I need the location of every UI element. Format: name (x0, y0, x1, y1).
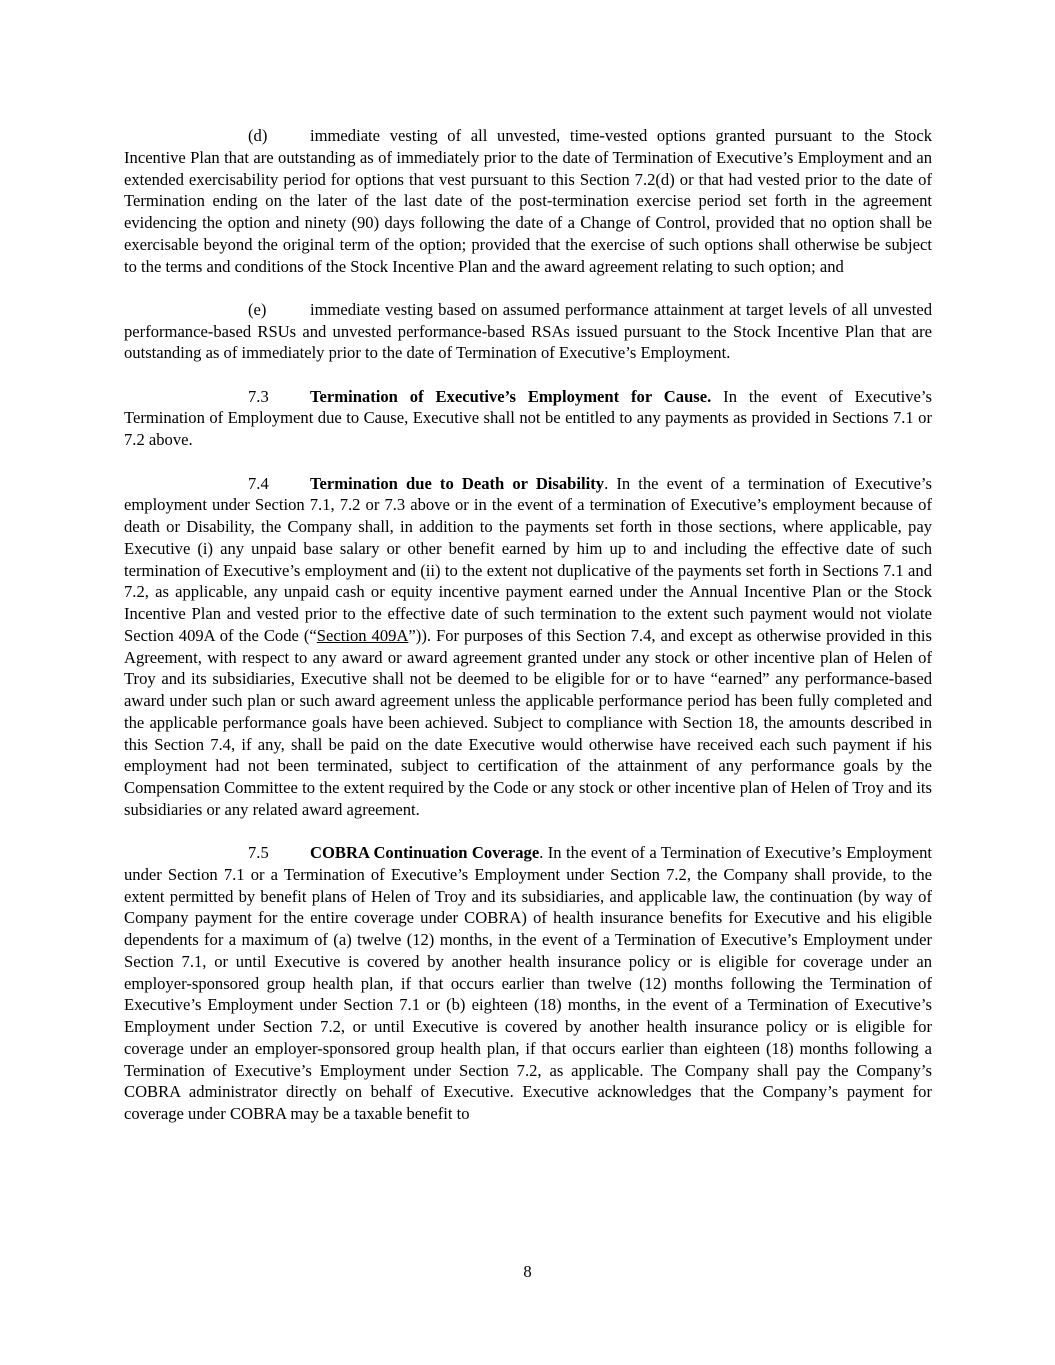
section-text-continued: ”)). For purposes of this Section 7.4, and except as otherwise provided in this Agreement, with respect to any award or award agreement granted under any stock or other incentive plan of Helen of Troy and its subsidiaries, Executive shall not be deemed to be eligible for or to have “earned” any performance-based award under such plan or such award agreement unless the applicable performance period has been fully completed and the applicable performance goals have been achieved. Subject to compliance with Section 18, the amounts described in this Section 7.4, if any, shall be paid on the date Executive would otherwise have received each such payment if his employment had not been terminated, subject to certification of the attainment of any performance goals by the Compensation Committee to the extent required by the Code or any stock or other incentive plan of Helen of Troy and its subsidiaries or any related award agreement. (124, 625, 932, 819)
paragraph-text: immediate vesting of all unvested, time-vested options granted pursuant to the Stock Incentive Plan that are outstanding as of immediately prior to the date of Termination of Executive’s Employment and an extended exercisability period for options that vest pursuant to this Section 7.2(d) or that had vested prior to the date of Termination ending on the later of the last date of the post-termination exercise period set forth in the agreement evidencing the option and ninety (90) days following the date of a Change of Control, provided that no option shall be exercisable beyond the original term of the option; provided that the exercise of such options shall otherwise be subject to the terms and conditions of the Stock Incentive Plan and the award agreement relating to such option; and (124, 126, 932, 276)
document-page (124, 125, 932, 1146)
page-number: 8 (523, 1262, 532, 1281)
section-number: 7.5 (248, 843, 269, 863)
section-7-5 (124, 842, 932, 1125)
section-heading: COBRA Continuation Coverage (310, 843, 540, 863)
section-text: . In the event of a Termination of Executive’s Employment under Section 7.1 or a Termination of Executive’s Employment under Section 7.2, the Company shall provide, to the extent permitted by benefit plans of Helen of Troy and its subsidiaries, and applicable law, the continuation (by way of Company payment for the entire coverage under COBRA) of health insurance benefits for Executive and his eligible dependents for a maximum of (a) twelve (12) months, in the event of a Termination of Executive’s Employment under Section 7.1, or until Executive is covered by another health insurance policy or is eligible for coverage under an employer-sponsored group health plan, if that occurs earlier than twelve (12) months following the Termination of Executive’s Employment under Section 7.1 or (b) eighteen (18) months, in the event of a Termination of Executive’s Employment under Section 7.2, or until Executive is covered by another health insurance policy or is eligible for coverage under an employer-sponsored group health plan, if that occurs earlier than eighteen (18) months following a Termination of Executive’s Employment under Section 7.2, as applicable. The Company shall pay the Company’s COBRA administrator directly on behalf of Executive. Executive acknowledges that the Company’s payment for coverage under COBRA may be a taxable benefit to (124, 843, 932, 1124)
section-text: . In the event of a termination of Executive’s employment under Section 7.1, 7.2 or 7.3 above or in the event of a termination of Executive’s employment because of death or Disability, the Company shall, in addition to the payments set forth in those sections, where applicable, pay Executive (i) any unpaid base salary or other benefit earned by him up to and including the effective date of such termination of Executive’s employment and (ii) to the extent not duplicative of the payments set forth in Sections 7.1 and 7.2, as applicable, any unpaid cash or equity incentive payment earned under the Annual Incentive Plan or the Stock Incentive Plan and vested prior to the effective date of such termination to the extent such payment would not violate Section 409A of the Code (“ (124, 473, 932, 645)
paragraph-text: immediate vesting based on assumed performance attainment at target levels of all unvested performance-based RSUs and unvested performance-based RSAs issued pursuant to the Stock Incentive Plan that are outstanding as of immediately prior to the date of Termination of Executive’s Employment. (124, 299, 932, 363)
section-7-4 (124, 473, 932, 821)
section-heading: Termination due to Death or Disability (310, 473, 605, 493)
section-number: 7.4 (248, 473, 269, 493)
paragraph-number: (d) (248, 126, 268, 145)
section-heading: Termination of Executive’s Employment for Cause. (310, 386, 712, 406)
defined-term: Section 409A (316, 625, 409, 645)
section-number: 7.3 (248, 386, 269, 406)
paragraph-number: (e) (248, 299, 267, 319)
paragraph-d (124, 125, 932, 277)
section-text: In the event of Executive’s Termination of Employment due to Cause, Executive shall not be entitled to any payments as provided in Sections 7.1 or 7.2 above. (124, 386, 932, 450)
section-7-3 (124, 386, 932, 451)
paragraph-e (124, 299, 932, 364)
